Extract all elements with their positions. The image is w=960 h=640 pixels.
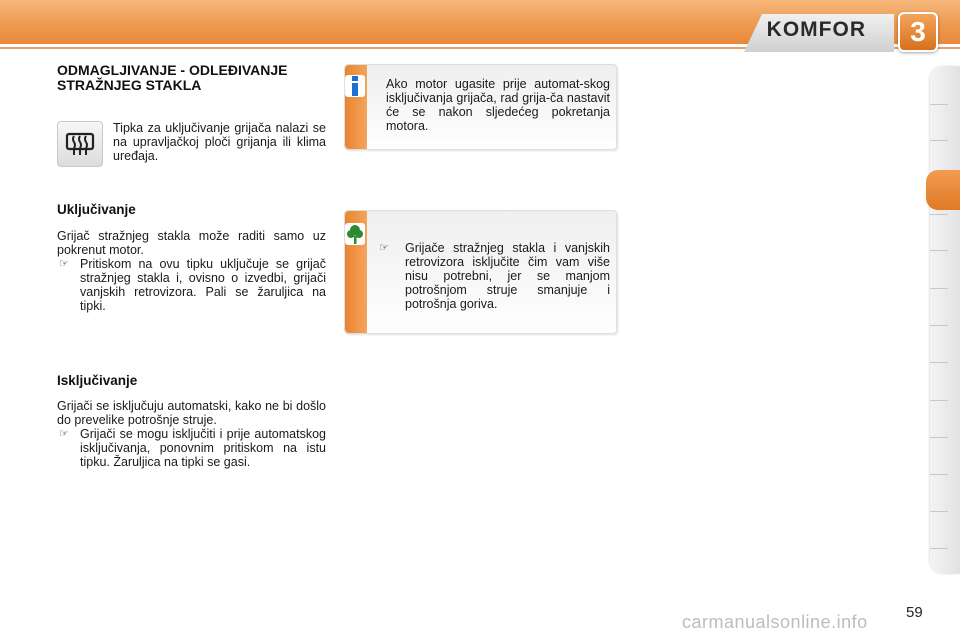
thumb-divider <box>930 437 948 438</box>
thumb-tab-active-chapter[interactable] <box>926 170 960 210</box>
thumb-divider <box>930 362 948 363</box>
rear-window-defrost-icon <box>57 121 103 167</box>
chapter-title: KOMFOR <box>766 18 866 41</box>
pointing-hand-icon: ☞ <box>59 258 69 270</box>
thumb-divider <box>930 548 948 549</box>
info-icon <box>345 75 365 97</box>
eco-note-text: Grijače stražnjeg stakla i vanjskih retrovizora isključite čim vam više nisu potrebni, jer se manjom potrošnjom struje smanjuje i potrošnja goriva. <box>405 241 610 311</box>
thumb-divider <box>930 250 948 251</box>
thumb-divider <box>930 140 948 141</box>
thumb-divider <box>930 288 948 289</box>
eco-note-content <box>379 241 610 311</box>
thumb-divider <box>930 474 948 475</box>
switch-on-text: Grijač stražnjeg stakla može raditi samo uz pokrenut motor. <box>57 229 326 257</box>
page-number: 59 <box>906 604 923 621</box>
info-note-text: Ako motor ugasite prije automat-skog isključivanja grijača, rad grija-ča nastavit će se nakon sljedećeg pokretanja motora. <box>386 77 610 133</box>
switch-off-heading: Isključivanje <box>57 373 138 388</box>
thumb-divider <box>930 511 948 512</box>
switch-off-bullet <box>57 427 326 469</box>
button-location-text: Tipka za uključivanje grijača nalazi se na upravljačkoj ploči grijanja ili klima uređaja. <box>113 121 326 163</box>
chapter-number-badge: 3 <box>898 12 938 52</box>
switch-off-text: Grijači se isključuju automatski, kako ne bi došlo do prevelike potrošnje struje. <box>57 399 326 427</box>
pointing-hand-icon: ☞ <box>379 242 389 254</box>
page-header <box>0 0 960 50</box>
chapter-thumb-index <box>930 66 960 574</box>
pointing-hand-icon: ☞ <box>59 428 69 440</box>
eco-note-box <box>344 210 617 334</box>
defrost-symbol <box>64 131 96 157</box>
watermark-text: carmanualsonline.info <box>682 612 868 632</box>
info-note-box <box>344 64 617 150</box>
switch-on-bullet <box>57 257 326 313</box>
tree-icon <box>345 223 365 245</box>
section-title: ODMAGLJIVANJE - ODLEĐIVANJE STRAŽNJEG STAKLA <box>57 62 288 93</box>
thumb-divider <box>930 325 948 326</box>
switch-off-bullet-text: Grijači se mogu isključiti i prije automatskog isključivanja, ponovnim pritiskom na istu tipku. Žaruljica na tipki se gasi. <box>80 427 326 469</box>
thumb-divider <box>930 214 948 215</box>
switch-on-bullet-text: Pritiskom na ovu tipku uključuje se grijač stražnjeg stakla i, ovisno o izvedbi, grijači vanjskih retrovizora. Pali se žaruljica na tipki. <box>80 257 326 313</box>
switch-on-heading: Uključivanje <box>57 202 136 217</box>
thumb-divider <box>930 104 948 105</box>
thumb-divider <box>930 400 948 401</box>
